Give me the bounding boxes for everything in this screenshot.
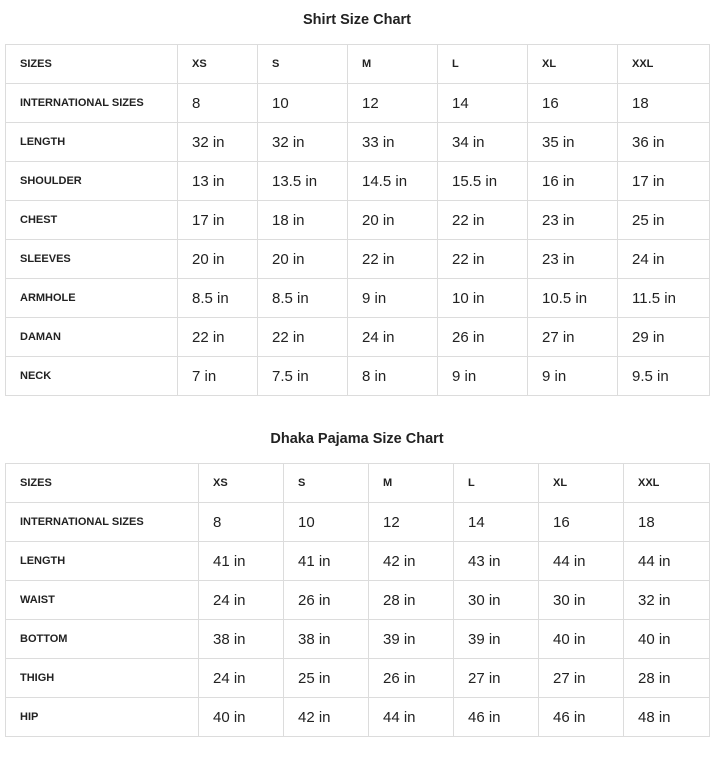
measurement-value: 17 in bbox=[178, 201, 258, 240]
measurement-value: 14 bbox=[454, 503, 539, 542]
measurement-value: 27 in bbox=[539, 659, 624, 698]
size-header-cell: XS bbox=[199, 464, 284, 503]
measurement-value: 8 bbox=[199, 503, 284, 542]
measurement-value: 44 in bbox=[369, 698, 454, 737]
measurement-value: 9 in bbox=[438, 357, 528, 396]
measurement-value: 14.5 in bbox=[348, 162, 438, 201]
measurement-value: 42 in bbox=[369, 542, 454, 581]
measurement-value: 40 in bbox=[199, 698, 284, 737]
measurement-value: 10 bbox=[284, 503, 369, 542]
measurement-value: 41 in bbox=[284, 542, 369, 581]
measurement-value: 16 in bbox=[528, 162, 618, 201]
measurement-label: SHOULDER bbox=[6, 162, 178, 201]
measurement-value: 22 in bbox=[178, 318, 258, 357]
measurement-label: LENGTH bbox=[6, 123, 178, 162]
measurement-value: 12 bbox=[348, 84, 438, 123]
size-header-cell: M bbox=[348, 45, 438, 84]
measurement-value: 26 in bbox=[369, 659, 454, 698]
measurement-label: NECK bbox=[6, 357, 178, 396]
measurement-label: SLEEVES bbox=[6, 240, 178, 279]
size-header-cell: XS bbox=[178, 45, 258, 84]
measurement-value: 9.5 in bbox=[618, 357, 710, 396]
measurement-value: 23 in bbox=[528, 240, 618, 279]
table-row bbox=[6, 84, 710, 123]
measurement-value: 18 bbox=[618, 84, 710, 123]
measurement-label: INTERNATIONAL SIZES bbox=[6, 503, 199, 542]
measurement-value: 36 in bbox=[618, 123, 710, 162]
measurement-value: 10 in bbox=[438, 279, 528, 318]
measurement-value: 13.5 in bbox=[258, 162, 348, 201]
size-header-cell: S bbox=[258, 45, 348, 84]
measurement-value: 24 in bbox=[199, 581, 284, 620]
shirt-header-row bbox=[6, 45, 710, 84]
measurement-value: 46 in bbox=[454, 698, 539, 737]
measurement-value: 22 in bbox=[438, 240, 528, 279]
measurement-value: 44 in bbox=[624, 542, 710, 581]
measurement-value: 11.5 in bbox=[618, 279, 710, 318]
pajama-table-body bbox=[6, 464, 710, 737]
measurement-value: 48 in bbox=[624, 698, 710, 737]
size-header-cell: XXL bbox=[618, 45, 710, 84]
table-row bbox=[6, 698, 710, 737]
measurement-value: 38 in bbox=[199, 620, 284, 659]
measurement-label: CHEST bbox=[6, 201, 178, 240]
table-row bbox=[6, 201, 710, 240]
measurement-value: 22 in bbox=[438, 201, 528, 240]
measurement-value: 41 in bbox=[199, 542, 284, 581]
measurement-value: 43 in bbox=[454, 542, 539, 581]
pajama-size-chart-title: Dhaka Pajama Size Chart bbox=[270, 431, 444, 447]
measurement-value: 42 in bbox=[284, 698, 369, 737]
measurement-value: 33 in bbox=[348, 123, 438, 162]
measurement-value: 29 in bbox=[618, 318, 710, 357]
measurement-value: 15.5 in bbox=[438, 162, 528, 201]
measurement-value: 12 bbox=[369, 503, 454, 542]
size-header-cell: S bbox=[284, 464, 369, 503]
measurement-value: 18 bbox=[624, 503, 710, 542]
sizes-header-label: SIZES bbox=[6, 464, 199, 503]
size-header-cell: XL bbox=[539, 464, 624, 503]
measurement-label: THIGH bbox=[6, 659, 199, 698]
table-row bbox=[6, 279, 710, 318]
measurement-value: 30 in bbox=[539, 581, 624, 620]
size-header-cell: M bbox=[369, 464, 454, 503]
table-row bbox=[6, 318, 710, 357]
measurement-value: 14 bbox=[438, 84, 528, 123]
measurement-value: 39 in bbox=[454, 620, 539, 659]
measurement-value: 22 in bbox=[348, 240, 438, 279]
table-row bbox=[6, 620, 710, 659]
measurement-value: 30 in bbox=[454, 581, 539, 620]
pajama-size-table bbox=[5, 463, 710, 737]
shirt-size-chart-title: Shirt Size Chart bbox=[303, 12, 411, 28]
pajama-header-row bbox=[6, 464, 710, 503]
measurement-value: 22 in bbox=[258, 318, 348, 357]
measurement-value: 24 in bbox=[618, 240, 710, 279]
measurement-value: 9 in bbox=[528, 357, 618, 396]
size-header-cell: L bbox=[438, 45, 528, 84]
shirt-size-table bbox=[5, 44, 710, 396]
measurement-label: DAMAN bbox=[6, 318, 178, 357]
measurement-label: INTERNATIONAL SIZES bbox=[6, 84, 178, 123]
measurement-value: 40 in bbox=[539, 620, 624, 659]
measurement-value: 7.5 in bbox=[258, 357, 348, 396]
measurement-value: 16 bbox=[539, 503, 624, 542]
measurement-label: LENGTH bbox=[6, 542, 199, 581]
measurement-value: 32 in bbox=[624, 581, 710, 620]
measurement-value: 39 in bbox=[369, 620, 454, 659]
measurement-value: 24 in bbox=[348, 318, 438, 357]
measurement-value: 26 in bbox=[438, 318, 528, 357]
measurement-value: 17 in bbox=[618, 162, 710, 201]
table-row bbox=[6, 240, 710, 279]
table-row bbox=[6, 659, 710, 698]
shirt-table-body bbox=[6, 45, 710, 396]
measurement-value: 27 in bbox=[454, 659, 539, 698]
table-row bbox=[6, 503, 710, 542]
measurement-label: HIP bbox=[6, 698, 199, 737]
measurement-value: 28 in bbox=[369, 581, 454, 620]
measurement-value: 28 in bbox=[624, 659, 710, 698]
measurement-value: 26 in bbox=[284, 581, 369, 620]
measurement-value: 10.5 in bbox=[528, 279, 618, 318]
measurement-value: 25 in bbox=[284, 659, 369, 698]
measurement-label: WAIST bbox=[6, 581, 199, 620]
measurement-value: 20 in bbox=[178, 240, 258, 279]
measurement-value: 32 in bbox=[178, 123, 258, 162]
size-header-cell: L bbox=[454, 464, 539, 503]
table-row bbox=[6, 123, 710, 162]
measurement-value: 16 bbox=[528, 84, 618, 123]
measurement-value: 20 in bbox=[348, 201, 438, 240]
sizes-header-label: SIZES bbox=[6, 45, 178, 84]
measurement-value: 44 in bbox=[539, 542, 624, 581]
size-header-cell: XXL bbox=[624, 464, 710, 503]
measurement-label: BOTTOM bbox=[6, 620, 199, 659]
measurement-value: 38 in bbox=[284, 620, 369, 659]
measurement-value: 46 in bbox=[539, 698, 624, 737]
measurement-value: 18 in bbox=[258, 201, 348, 240]
measurement-value: 13 in bbox=[178, 162, 258, 201]
table-row bbox=[6, 357, 710, 396]
measurement-value: 8.5 in bbox=[258, 279, 348, 318]
size-header-cell: XL bbox=[528, 45, 618, 84]
measurement-value: 25 in bbox=[618, 201, 710, 240]
measurement-value: 8.5 in bbox=[178, 279, 258, 318]
measurement-label: ARMHOLE bbox=[6, 279, 178, 318]
measurement-value: 40 in bbox=[624, 620, 710, 659]
table-row bbox=[6, 581, 710, 620]
measurement-value: 34 in bbox=[438, 123, 528, 162]
measurement-value: 32 in bbox=[258, 123, 348, 162]
measurement-value: 8 in bbox=[348, 357, 438, 396]
measurement-value: 35 in bbox=[528, 123, 618, 162]
table-row bbox=[6, 542, 710, 581]
measurement-value: 20 in bbox=[258, 240, 348, 279]
measurement-value: 9 in bbox=[348, 279, 438, 318]
measurement-value: 8 bbox=[178, 84, 258, 123]
measurement-value: 24 in bbox=[199, 659, 284, 698]
measurement-value: 10 bbox=[258, 84, 348, 123]
measurement-value: 27 in bbox=[528, 318, 618, 357]
measurement-value: 23 in bbox=[528, 201, 618, 240]
measurement-value: 7 in bbox=[178, 357, 258, 396]
table-row bbox=[6, 162, 710, 201]
